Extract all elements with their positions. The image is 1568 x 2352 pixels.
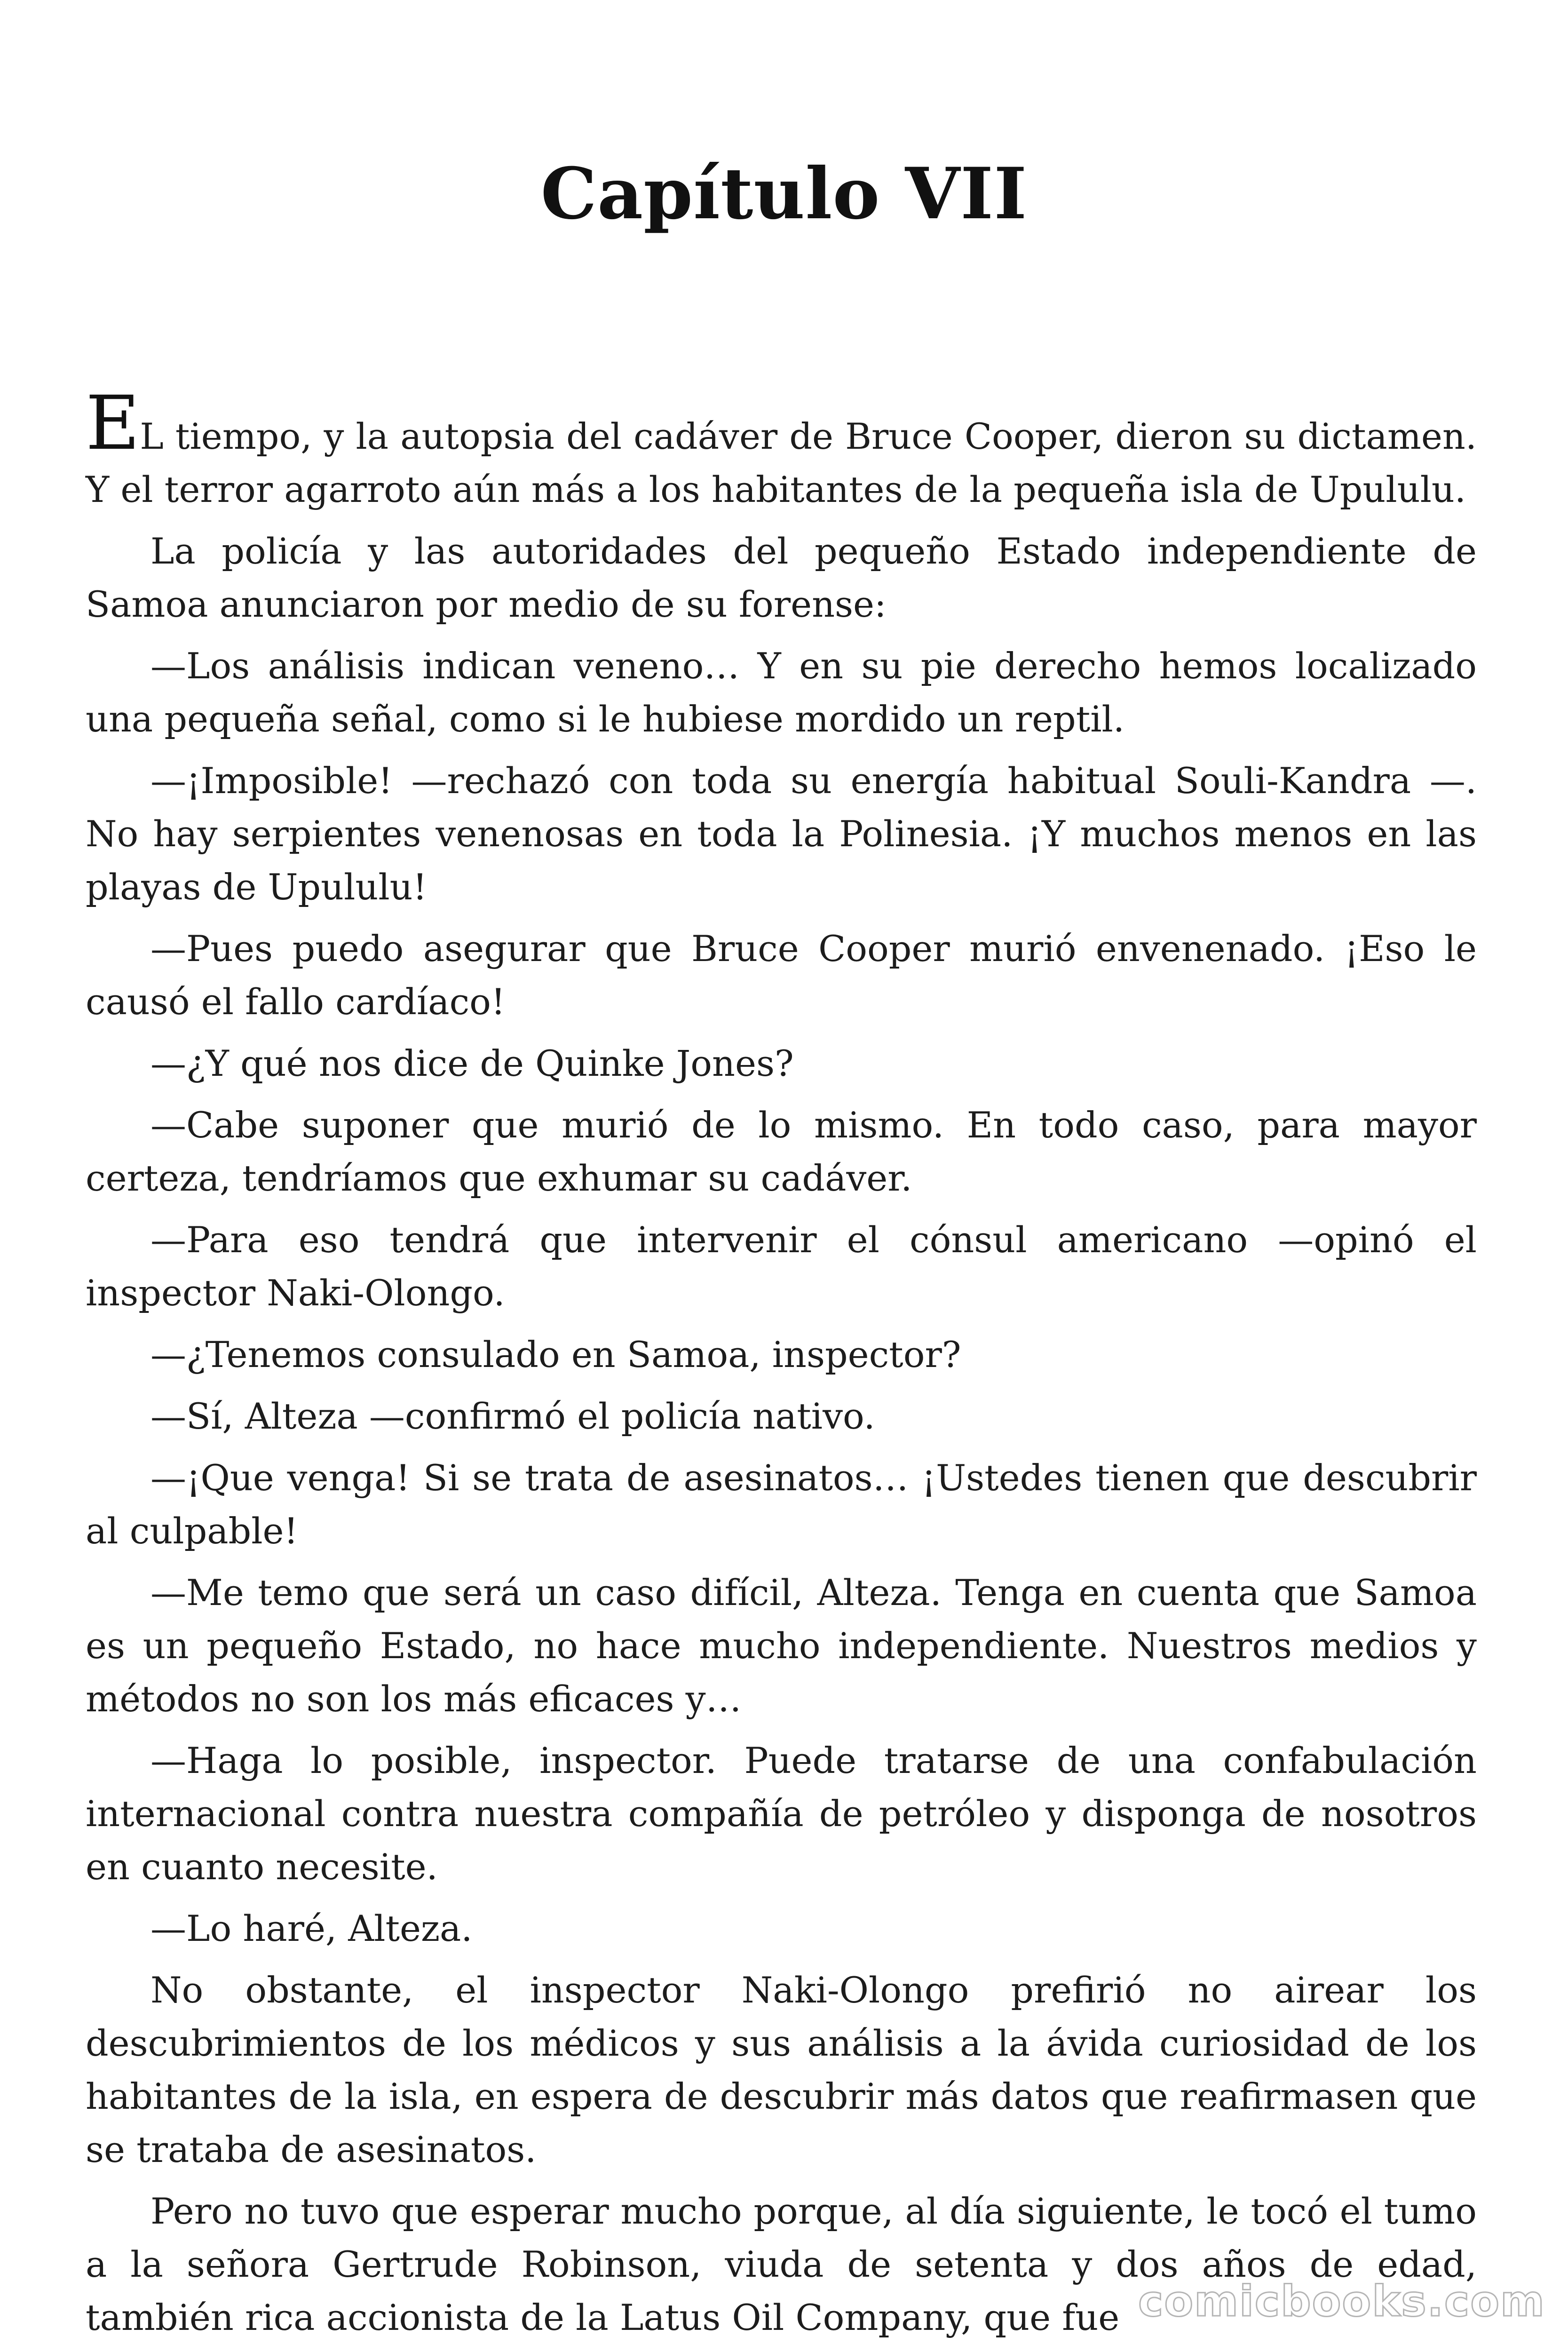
paragraph: —Cabe suponer que murió de lo mismo. En todo caso, para mayor certeza, tendríamos que exhumar su cadáver. — [86, 1104, 1477, 1199]
paragraph: —Haga lo posible, inspector. Puede tratarse de una confabulación internacional contra nuestra compañía de petróleo y disponga de nosotros en cuanto necesite. — [86, 1740, 1477, 1888]
paragraph: —¿Tenemos consulado en Samoa, inspector? — [150, 1334, 961, 1375]
drop-cap-lead: L — [140, 415, 164, 457]
paragraph: —Los análisis indican veneno… Y en su pie derecho hemos localizado una pequeña señal, como si le hubiese mordido un reptil. — [86, 645, 1477, 740]
paragraph: —Me temo que será un caso difícil, Alteza. Tenga en cuenta que Samoa es un pequeño Estado, no hace mucho independiente. Nuestros medios y métodos no son los más eficaces y… — [86, 1572, 1477, 1720]
paragraph: La policía y las autoridades del pequeño Estado independiente de Samoa anunciaron por medio de su forense: — [86, 530, 1477, 625]
paragraph: —¿Y qué nos dice de Quinke Jones? — [150, 1042, 794, 1084]
first-paragraph-text: tiempo, y la autopsia del cadáver de Bruce Cooper, dieron su dictamen. Y el terror agarroto aún más a los habitantes de la pequeña isla de Upululu. — [86, 415, 1477, 510]
site-watermark: comicbooks.com — [1138, 2277, 1545, 2326]
paragraph: —¡Que venga! Si se trata de asesinatos… ¡Ustedes tienen que descubrir al culpable! — [86, 1457, 1477, 1552]
drop-cap-letter: E — [86, 380, 140, 467]
paragraph: —Pues puedo asegurar que Bruce Cooper murió envenenado. ¡Eso le causó el fallo cardíaco! — [86, 928, 1477, 1023]
paragraph: —Para eso tendrá que intervenir el cónsul americano —opinó el inspector Naki-Olongo. — [86, 1219, 1477, 1314]
paragraph: Pero no tuvo que esperar mucho porque, al día siguiente, le tocó el tumo a la señora Gertrude Robinson, viuda de setenta y dos años de edad, también rica accionista de la Latus Oil Company, que fue — [86, 2190, 1477, 2338]
paragraph: —Sí, Alteza —confirmó el policía nativo. — [150, 1395, 875, 1437]
first-paragraph — [86, 380, 1477, 516]
paragraph: No obstante, el inspector Naki-Olongo prefirió no airear los descubrimientos de los médicos y sus análisis a la ávida curiosidad de los habitantes de la isla, en espera de descubrir más datos que reafirmasen que se trataba de asesinatos. — [86, 1969, 1477, 2170]
paragraph: —¡Imposible! —rechazó con toda su energía habitual Souli-Kandra —. No hay serpientes venenosas en toda la Polinesia. ¡Y muchos menos en las playas de Upululu! — [86, 760, 1477, 908]
chapter-body — [86, 380, 1477, 2344]
chapter-title: Capítulo VII — [540, 152, 1028, 235]
paragraph: —Lo haré, Alteza. — [150, 1907, 473, 1949]
